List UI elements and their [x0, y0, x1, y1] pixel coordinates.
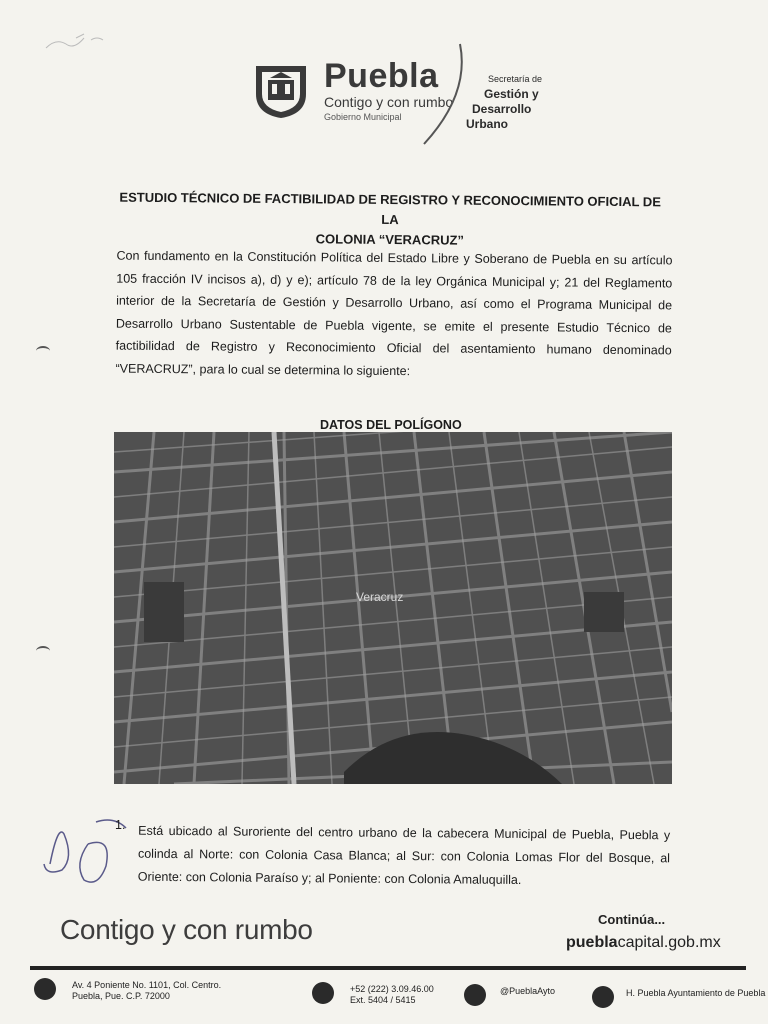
brand-sub: Gobierno Municipal — [324, 112, 402, 122]
secretaria-line0: Secretaría de — [488, 74, 543, 84]
point1-number: 1. — [115, 818, 126, 832]
brand-slogan: Contigo y con rumbo — [324, 94, 454, 110]
map-label: Veracruz — [356, 590, 404, 604]
brand-name: Puebla — [324, 57, 439, 95]
location-icon — [34, 978, 56, 1000]
polygon-heading: DATOS DEL POLÍGONO — [320, 418, 462, 432]
footer-rule — [30, 966, 746, 970]
secretaria-line1: Gestión y — [484, 87, 539, 101]
title-line2: COLONIA “VERACRUZ” — [315, 231, 465, 248]
continues-label: Continúa... — [598, 912, 666, 927]
website-rest: capital.gob.mx — [617, 934, 721, 951]
margin-mark — [36, 346, 50, 356]
secretaria-line3: Urbano — [466, 117, 508, 131]
secretaria-line2: Desarrollo — [472, 102, 532, 116]
address-line1: Av. 4 Poniente No. 1101, Col. Centro. — [72, 980, 222, 990]
document-title — [110, 188, 671, 253]
website-bold: puebla — [566, 934, 618, 951]
header-divider-swoosh — [420, 42, 470, 146]
aerial-map-drawing — [114, 432, 672, 784]
phone-line1: +52 (222) 3.09.46.00 — [350, 984, 434, 994]
margin-mark — [36, 646, 50, 656]
twitter-handle[interactable]: @PueblaAyto — [500, 986, 556, 996]
phone-line2: Ext. 5404 / 5415 — [350, 995, 416, 1005]
footer-slogan: Contigo y con rumbo — [60, 914, 313, 945]
aerial-map-image — [114, 432, 672, 784]
intro-paragraph: Con fundamento en la Constitución Política del Estado Libre y Soberano de Puebla en su artículo 105 fracción IV incisos a), d) y e); artículo 78 de la ley Orgánica Municipal y; 21 del Reglamento interior de la Secretaría de Gestión y Desarrollo Urbano, así como el Programa Municipal de Desarrollo Urbano Sustentable de Puebla vigente, se emite el presente Estudio Técnico de factibilidad de Registro y Reconocimiento Oficial del asentamiento humano denominado “VERACRUZ”, para lo cual se determina lo siguiente: — [115, 248, 673, 378]
phone-icon — [312, 982, 334, 1004]
twitter-icon — [464, 984, 486, 1006]
point1-text: Está ubicado al Suroriente del centro urbano de la cabecera Municipal de Puebla, Puebla y colinda al Norte: con Colonia Casa Blanca; al Sur: con Colonia Lomas Flor del Bosque, al Oriente: con Colonia Paraíso y; al Poniente: con Colonia Amaluquilla. — [137, 823, 671, 888]
secretaria-block — [466, 72, 542, 132]
phone-block — [350, 984, 434, 1006]
address-block — [72, 980, 221, 1002]
title-line1: ESTUDIO TÉCNICO DE FACTIBILIDAD DE REGISTRO Y RECONOCIMIENTO OFICIAL DE LA — [119, 189, 661, 228]
facebook-page[interactable]: H. Puebla Ayuntamiento de Puebla — [626, 988, 766, 998]
facebook-icon — [592, 986, 614, 1008]
website-link[interactable] — [566, 934, 721, 952]
crest-icon — [252, 62, 310, 120]
address-line2: Puebla, Pue. C.P. 72000 — [72, 991, 170, 1001]
scan-scribble — [36, 18, 126, 58]
